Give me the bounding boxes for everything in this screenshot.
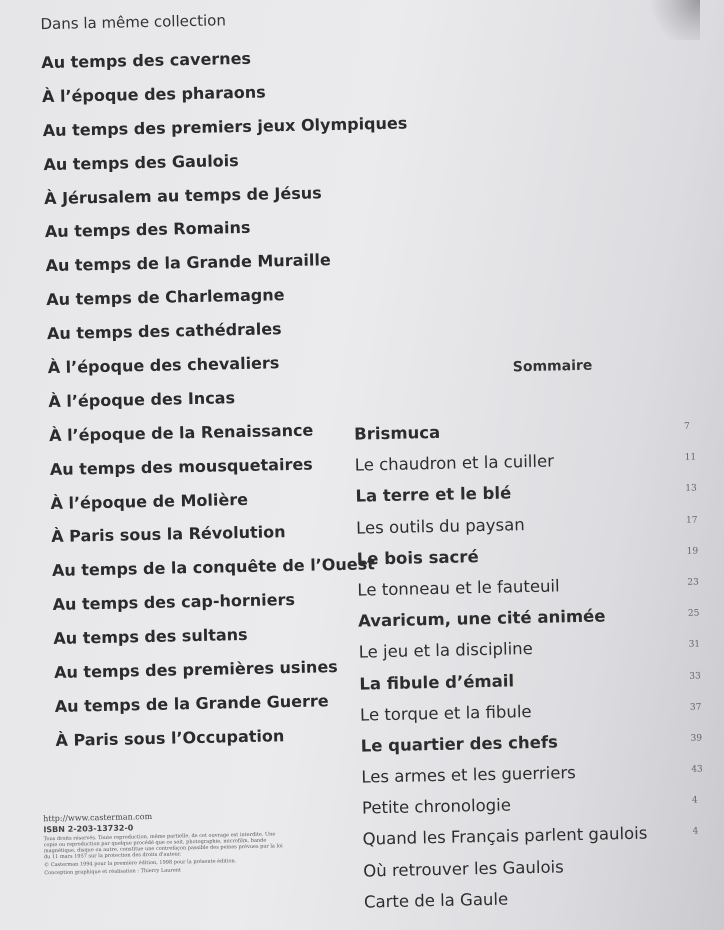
collection-item: À l’époque des chevaliers [47, 353, 280, 378]
toc-entry-title: La fibule d’émail [359, 670, 515, 694]
rights-notice: Tous droits réservés. Toute reproduction, même partielle, de cet ouvrage est interdite. Une copie ou reproduction par quelque procédé que ce soit, photographie, microfilm, bande magnétique, disque ou autre, constitue une contrefaçon passible des peines prévues par la loi du 11 mars 1957 sur la protection des droits d'auteur. [43, 831, 283, 861]
sommaire-title: Sommaire [512, 357, 593, 376]
toc-entry-page: 43 [691, 764, 703, 775]
toc-entry-title: Quand les Français parlent gaulois [362, 824, 648, 850]
toc-entry-title: Les outils du paysan [355, 514, 525, 538]
collection-heading: Dans la même collection [40, 11, 227, 34]
toc-entry-title: La terre et le blé [355, 483, 512, 507]
toc-entry-page: 33 [689, 670, 701, 682]
collection-item: À Paris sous la Révolution [51, 522, 286, 547]
collection-item: À Paris sous l’Occupation [55, 726, 285, 750]
collection-item: Au temps de Charlemagne [46, 285, 285, 310]
toc-entry-title: Le chaudron et la cuiller [354, 451, 555, 475]
toc-entry [364, 879, 724, 918]
colophon [43, 809, 284, 876]
collection-item: Au temps de la Grande Guerre [54, 691, 329, 716]
collection-item: À l’époque de la Renaissance [48, 420, 314, 445]
page-corner-shadow [640, 0, 700, 40]
toc-entry-page: 7 [683, 421, 690, 432]
toc-entry-page: 39 [690, 733, 703, 744]
toc-entry-page: 4 [691, 795, 698, 806]
toc-entry-page: 23 [687, 577, 699, 588]
toc-entry-title: Le tonneau et le fauteuil [357, 576, 560, 600]
toc-entry-title: Le torque et la fibule [359, 701, 532, 725]
collection-item: Au temps des Romains [44, 218, 251, 242]
toc-entry-page: 19 [686, 546, 699, 557]
toc-entry-page: 25 [687, 608, 700, 619]
collection-item: Au temps des premières usines [53, 657, 338, 683]
collection-item: Au temps des premiers jeux Olympiques [42, 113, 408, 140]
collection-item: À l’époque de Molière [50, 489, 249, 513]
isbn: ISBN 2-203-13732-0 [43, 823, 134, 835]
toc-entry-title: Où retrouver les Gaulois [363, 857, 564, 881]
collection-item: Au temps des cap-horniers [52, 590, 296, 615]
publisher-url: http://www.casterman.com [43, 811, 153, 824]
toc-entry-title: Avaricum, une cité animée [357, 606, 606, 631]
copyright-notice: © Casterman 1994 pour la première édition, 1998 pour la présente édition. [44, 858, 237, 869]
collection-item: Au temps des cavernes [41, 48, 252, 73]
toc-entry-title: Le jeu et la discipline [358, 639, 534, 662]
toc-entry-page: 4 [692, 826, 699, 838]
toc-entry-title: Petite chronologie [361, 795, 512, 818]
toc-entry-page: 11 [684, 452, 697, 463]
toc-entry-page: 31 [688, 639, 701, 651]
toc-entry-title: Le quartier des chefs [360, 732, 559, 756]
toc-entry-title: Les armes et les guerriers [361, 763, 576, 787]
collection-item: Au temps de la conquête de l’Ouest [51, 554, 375, 581]
toc-entry-page: 17 [685, 515, 698, 526]
collection-item: Au temps des mousquetaires [49, 454, 313, 479]
collection-item: À Jérusalem au temps de Jésus [43, 182, 322, 208]
collection-item: Au temps des cathédrales [46, 319, 282, 344]
toc-entry-page: 13 [685, 483, 697, 495]
toc-entry-title: Le bois sacré [356, 546, 479, 569]
toc-entry-page: 37 [689, 702, 702, 713]
collection-item: À l’époque des Incas [48, 388, 236, 411]
toc-entry-title: Brismuca [353, 422, 441, 444]
design-credits: Conception graphique et réalisation : Thierry Laurent [44, 867, 182, 877]
toc-entry-title: Carte de la Gaule [363, 889, 509, 912]
collection-item: Au temps de la Grande Muraille [45, 250, 331, 276]
collection-item: À l’époque des pharaons [41, 82, 266, 107]
table-of-contents [354, 411, 724, 917]
collection-item: Au temps des sultans [53, 625, 248, 649]
collection-item: Au temps des Gaulois [43, 150, 239, 174]
